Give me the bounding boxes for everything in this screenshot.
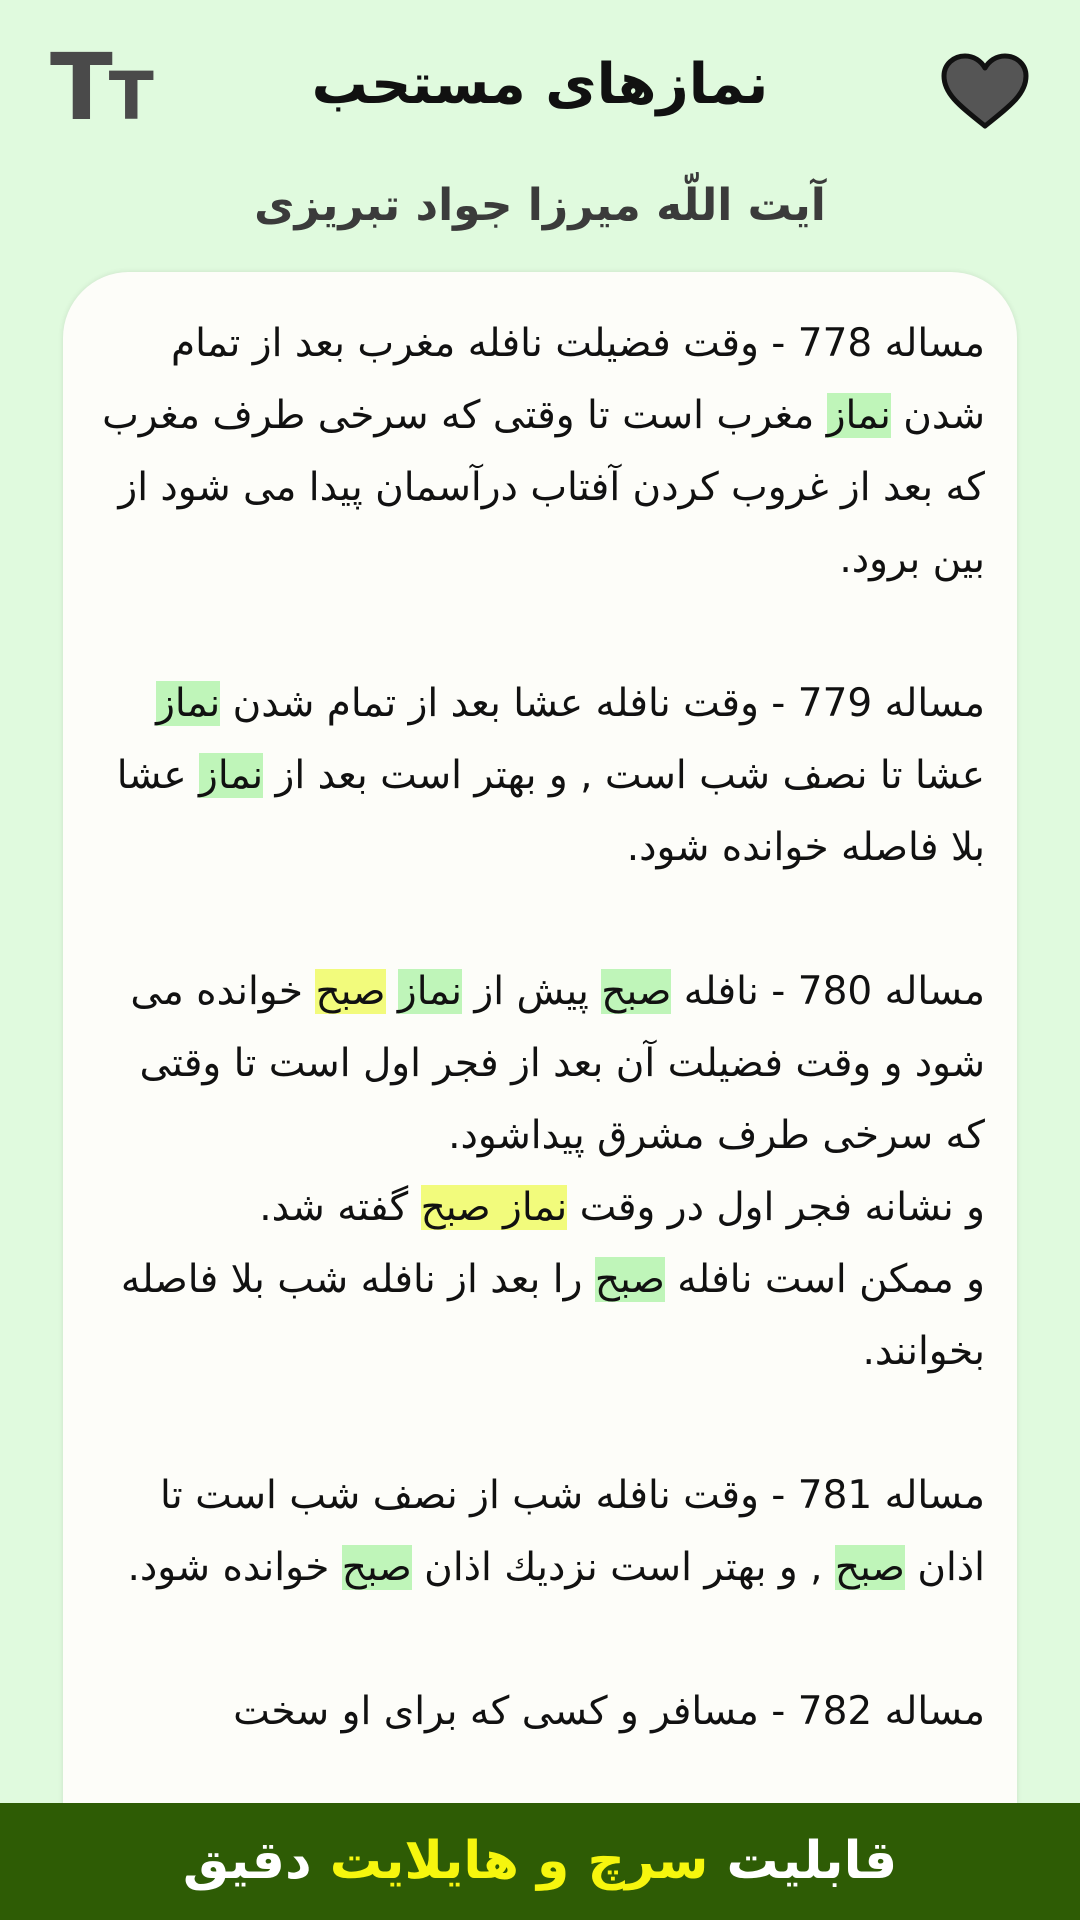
promo-banner <box>0 1803 1080 1920</box>
paragraph-text: مساله 779 - وقت نافله عشا بعد از تمام شدن <box>220 681 985 726</box>
banner-text-accent: سرچ و هایلایت <box>329 1831 709 1891</box>
paragraph-text: , و بهتر است نزدیك اذان <box>411 1545 835 1590</box>
paragraph-text: و ممکن است نافله <box>664 1257 985 1302</box>
ruling-paragraph <box>97 1460 985 1604</box>
font-size-icon[interactable]: TT <box>50 34 150 141</box>
heart-icon[interactable] <box>940 52 1030 132</box>
article-text <box>97 308 985 1820</box>
banner-text-1: قابلیت <box>726 1831 898 1891</box>
paragraph-text <box>386 969 398 1014</box>
paragraph-text: پیش از <box>462 969 602 1014</box>
paragraph-text: عشا بلا فاصله خوانده شود. <box>116 753 985 870</box>
content-card <box>63 272 1017 1832</box>
search-highlight: صبح <box>341 1545 412 1590</box>
paragraph-text: مساله 781 - وقت نافله شب از نصف شب است تا اذان <box>159 1473 985 1590</box>
search-highlight: نماز <box>199 753 264 798</box>
ruling-paragraph <box>97 1676 985 1748</box>
search-highlight: نماز <box>156 681 221 726</box>
search-highlight-active: صبح <box>315 969 386 1014</box>
paragraph-text: و نشانه فجر اول در وقت <box>567 1185 985 1230</box>
search-highlight: نماز <box>826 393 891 438</box>
paragraph-text: مساله 778 - وقت فضیلت نافله مغرب بعد از تمام شدن <box>170 321 985 438</box>
ruling-paragraph <box>97 308 985 596</box>
search-highlight: صبح <box>594 1257 665 1302</box>
paragraph-text: عشا تا نصف شب است , و بهتر است بعد از <box>263 753 985 798</box>
banner-text-2: دقیق <box>182 1831 312 1891</box>
ruling-paragraph <box>97 668 985 884</box>
search-highlight: نماز <box>397 969 463 1014</box>
search-highlight: صبح <box>601 969 672 1014</box>
paragraph-text: را بعد از نافله شب بلا فاصله بخوانند. <box>120 1257 985 1374</box>
author-subtitle: آیت اللّه میرزا جواد تبریزی <box>254 180 826 231</box>
page-title: نمازهای مستحب <box>311 52 769 117</box>
search-highlight-active: نماز صبح <box>420 1185 568 1230</box>
paragraph-text: خوانده شود. <box>127 1545 342 1590</box>
paragraph-text: مساله 782 - مسافر و کسی که برای او سخت <box>233 1689 985 1734</box>
search-highlight: صبح <box>834 1545 905 1590</box>
header <box>0 0 1080 270</box>
paragraph-text: مساله 780 - نافله <box>671 969 985 1014</box>
paragraph-text: گفته شد. <box>259 1185 421 1230</box>
ruling-paragraph <box>97 956 985 1388</box>
paragraph-text: مغرب است تا وقتی که سرخی طرف مغرب که بعد از غروب کردن آفتاب درآسمان پیدا می شود از بین برود. <box>102 393 985 582</box>
paragraph-text: خوانده می شود و وقت فضیلت آن بعد از فجر اول است تا وقتی که سرخی طرف مشرق پیداشود. <box>130 969 985 1158</box>
